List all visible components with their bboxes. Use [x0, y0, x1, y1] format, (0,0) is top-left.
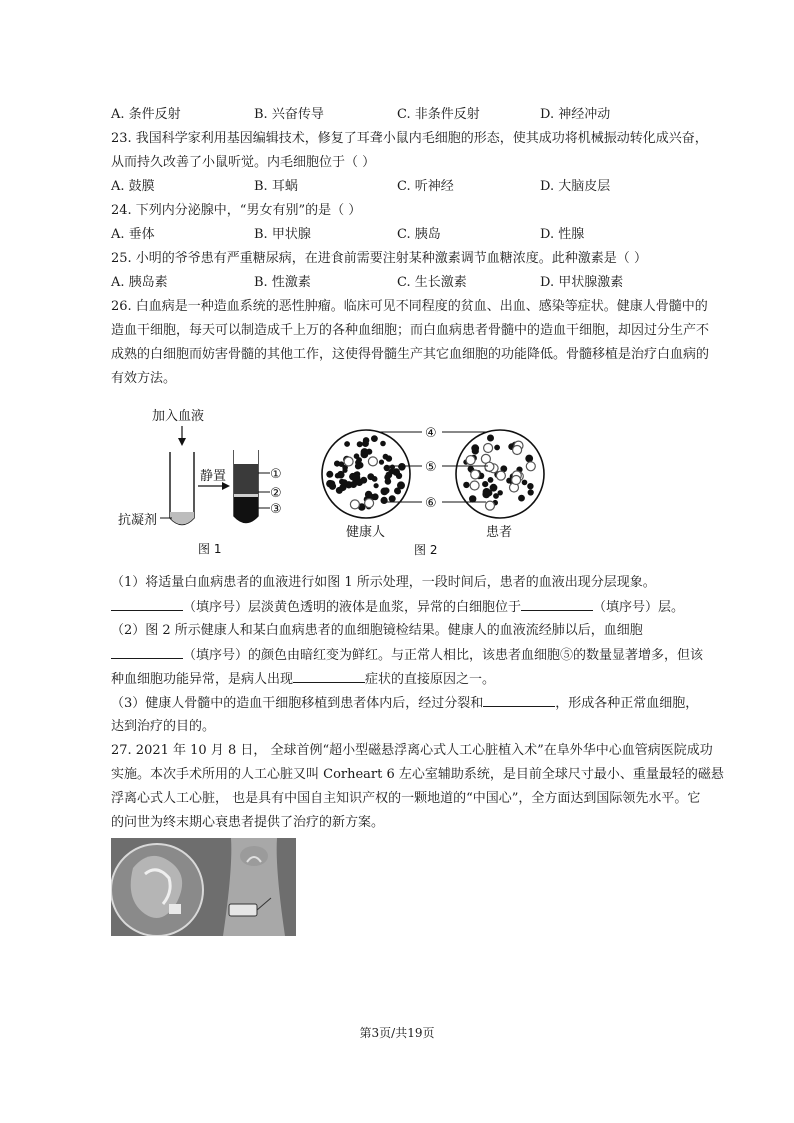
q22-option-b: B. 兴奋传导: [254, 107, 324, 122]
white-cell: [496, 471, 505, 480]
q23-option-b: B. 耳蜗: [254, 179, 298, 194]
cell-dot: [374, 483, 379, 488]
white-cell: [368, 457, 377, 466]
q23-option-a: A. 鼓膜: [111, 179, 155, 194]
q26-sub2-text-c: 症状的直接原因之一。: [365, 672, 496, 687]
answer-blank[interactable]: [483, 694, 555, 707]
cell-dot: [463, 482, 469, 488]
q27-line3: 浮离心式人工心脏， 也是具有中国自主知识产权的一颗地道的“中国心”，全方面达到国际领先水平。它: [111, 791, 701, 806]
cell-dot: [483, 488, 491, 496]
cell-dot: [381, 497, 388, 504]
white-cell: [344, 457, 353, 466]
cell-dot: [482, 481, 488, 487]
q25-option-a: A. 胰岛素: [111, 275, 168, 290]
cell-dot: [360, 477, 367, 484]
q26-intro-line1: 26. 白血病是一种造血系统的恶性肿瘤。临床可见不同程度的贫血、出血、感染等症状。健康人骨髓中的: [111, 299, 708, 314]
cell-dot: [389, 495, 396, 502]
cell-dot: [488, 477, 494, 483]
fig2-healthy-label: 健康人: [346, 525, 386, 540]
cell-dot: [339, 484, 346, 491]
white-cell: [365, 499, 374, 508]
cell-dot: [528, 489, 534, 495]
q25-stem: 25. 小明的爷爷患有严重糖尿病，在进食前需要注射某种激素调节血糖浓度。此种激素是（ ）: [111, 251, 647, 266]
cell-dot: [383, 487, 389, 493]
q25-option-d: D. 甲状腺激素: [540, 275, 624, 290]
q24-option-b: B. 甲状腺: [254, 227, 311, 242]
q23-option-d: D. 大脑皮层: [540, 179, 611, 194]
cell-dot: [342, 468, 347, 473]
cell-dot: [361, 448, 369, 456]
q24-option-c: C. 胰岛: [397, 227, 441, 242]
q26-sub2-line2: [111, 646, 703, 665]
q27-line2: 实施。本次手术所用的人工心脏又叫 Corheart 6 左心室辅助系统，是目前全球尺寸最小、重量最轻的磁悬: [111, 767, 724, 782]
cell-dot: [394, 469, 400, 475]
q26-sub1-line2: [111, 598, 684, 617]
cell-dot: [472, 447, 479, 454]
cell-dot: [398, 463, 406, 471]
q26-sub1-line1: （1）将适量白血病患者的血液进行如图 1 所示处理，一段时间后，患者的血液出现分层现象。: [111, 575, 656, 590]
q22-option-a: A. 条件反射: [111, 107, 181, 122]
q26-sub2-text-a: （填序号）的颜色由暗红变为鲜红。与正常人相比，该患者血细胞⑤的数量显著增多，但该: [183, 648, 704, 663]
q26-sub2-line1: （2）图 2 所示健康人和某白血病患者的血细胞镜检结果。健康人的血液流经肺以后，血细胞: [111, 623, 643, 638]
q24-stem: 24. 下列内分泌腺中，“男女有别”的是（ ）: [111, 203, 362, 218]
fig1-anticoagulant-label: 抗凝剂: [118, 513, 158, 528]
figure-1-blood-tubes: [110, 400, 310, 560]
cell-dot: [518, 495, 525, 502]
white-cell: [466, 456, 475, 465]
cell-dot: [494, 445, 500, 451]
q27-line4: 的问世为终末期心衰患者提供了治疗的新方案。: [111, 815, 385, 830]
answer-blank[interactable]: [111, 598, 183, 611]
q26-sub3-text-b: ，形成各种正常血细胞，: [555, 696, 699, 711]
cell-dot: [498, 490, 503, 495]
q23-option-c: C. 听神经: [397, 179, 454, 194]
cell-dot: [379, 460, 384, 465]
cell-dot: [371, 435, 378, 442]
white-cell: [485, 462, 494, 471]
answer-blank[interactable]: [521, 598, 593, 611]
q22-option-d: D. 神经冲动: [540, 107, 611, 122]
cell-dot: [469, 495, 476, 502]
white-cell: [350, 500, 359, 509]
fig2-label-5: ⑤: [425, 460, 437, 475]
cell-dot: [385, 478, 392, 485]
fig1-caption: 图 1: [198, 542, 222, 556]
answer-blank[interactable]: [111, 646, 183, 659]
cell-dot: [363, 437, 370, 444]
fig2-label-6: ⑥: [425, 496, 437, 511]
figure-2-blood-smears: [318, 420, 558, 560]
cell-dot: [356, 457, 362, 463]
cell-dot: [522, 480, 528, 486]
cell-dot: [380, 441, 386, 447]
cell-dot: [334, 461, 340, 467]
q26-intro-line2: 造血干细胞，每天可以制造成千上万的各种血细胞；而白血病患者骨髓中的造血干细胞，却因过分生产不: [111, 323, 710, 338]
cell-dot: [395, 489, 401, 495]
cell-dot: [372, 476, 378, 482]
fig1-settle-label: 静置: [200, 469, 227, 484]
q23-stem-line1: 23. 我国科学家利用基因编辑技术，修复了耳聋小鼠内毛细胞的形态，使其成功将机械振动转化成兴奋，: [111, 131, 708, 146]
q25-option-c: C. 生长激素: [397, 275, 467, 290]
fig2-label-4: ④: [425, 426, 437, 441]
cell-dot: [527, 483, 533, 489]
cell-dot: [329, 483, 336, 490]
cell-dot: [487, 435, 494, 442]
q27-line1: 27. 2021 年 10 月 8 日， 全球首例“超小型磁悬浮离心式人工心脏植入术”在阜外华中心血管病医院成功: [111, 743, 713, 758]
cell-dot: [525, 455, 533, 463]
page-footer: 第3页/共19页: [359, 1026, 435, 1040]
white-cell: [512, 476, 521, 485]
q26-sub3-text-a: （3）健康人骨髓中的造血干细胞移植到患者体内后，经过分裂和: [111, 696, 484, 711]
q23-stem-line2: 从而持久改善了小鼠听觉。内毛细胞位于（ ）: [111, 155, 376, 170]
white-cell: [471, 470, 480, 479]
q26-sub2-text-b: 种血细胞功能异常，是病人出现: [111, 672, 294, 687]
q26-sub2-line3: [111, 670, 495, 689]
cell-dot: [386, 455, 392, 461]
white-cell: [484, 444, 493, 453]
q26-intro-line3: 成熟的白细胞而妨害骨髓的其他工作，这使得骨髓生产其它血细胞的功能降低。骨髓移植是治疗白血病的: [111, 347, 710, 362]
cell-dot: [357, 441, 363, 447]
cell-dot: [397, 481, 405, 489]
white-cell: [486, 501, 495, 510]
fig2-patient-label: 患者: [486, 525, 513, 540]
q24-option-a: A. 垂体: [111, 227, 155, 242]
white-cell: [470, 481, 479, 490]
answer-blank[interactable]: [293, 670, 365, 683]
q26-sub3-line2: 达到治疗的目的。: [111, 719, 216, 734]
fig1-label-3: ③: [270, 502, 282, 517]
q26-sub3-line1: [111, 694, 698, 713]
fig1-label-2: ②: [270, 486, 282, 501]
fig2-caption: 图 2: [414, 543, 438, 557]
cell-dot: [352, 474, 360, 482]
q24-option-d: D. 性腺: [540, 227, 585, 242]
white-cell: [526, 462, 535, 471]
fig1-add-blood-label: 加入血液: [152, 409, 205, 424]
cell-dot: [385, 472, 392, 479]
cell-dot: [326, 471, 333, 478]
q25-option-b: B. 性激素: [254, 275, 311, 290]
white-cell: [513, 446, 522, 455]
fig1-label-1: ①: [270, 467, 282, 482]
q26-sub1-text-b: （填序号）层。: [593, 600, 685, 615]
cell-dot: [355, 463, 361, 469]
q22-option-c: C. 非条件反射: [397, 107, 480, 122]
cell-dot: [344, 441, 350, 447]
artificial-heart-image: [111, 838, 296, 936]
cell-dot: [390, 465, 395, 470]
cell-dot: [350, 481, 357, 488]
q26-intro-line4: 有效方法。: [111, 371, 177, 386]
q26-sub1-text-a: （填序号）层淡黄色透明的液体是血浆，异常的白细胞位于: [183, 600, 522, 615]
cell-dot: [365, 491, 372, 498]
